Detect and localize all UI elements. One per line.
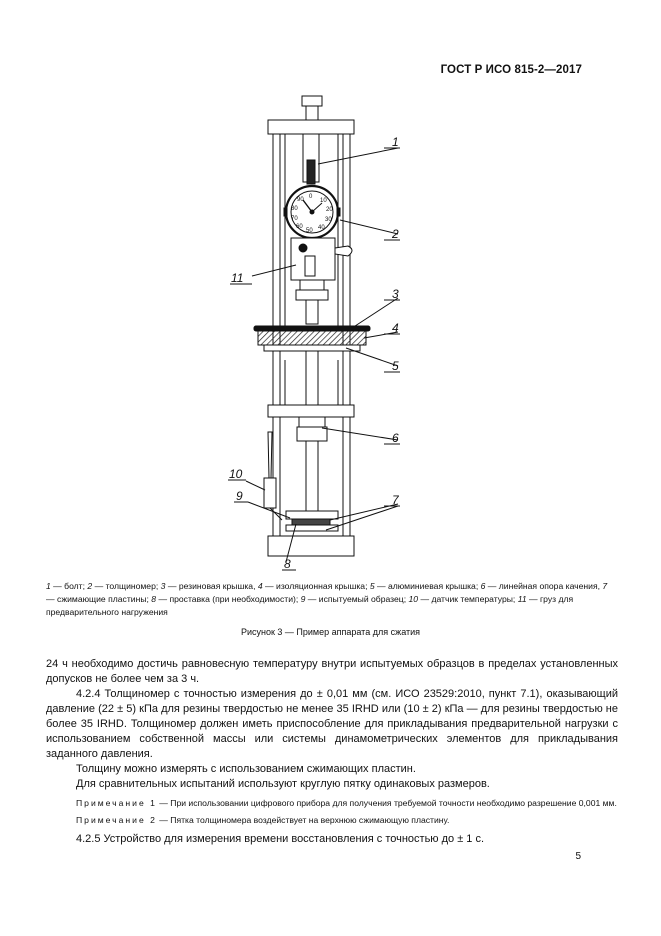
dial-number: 60	[296, 224, 303, 230]
dial-number: 0	[309, 194, 313, 200]
legend-text: алюминиевая крышка;	[388, 581, 479, 591]
legend-text: груз для предварительного нагружения	[46, 594, 574, 617]
compression-apparatus-drawing	[200, 92, 440, 572]
dial-number: 40	[318, 225, 325, 231]
preload-weight	[291, 238, 335, 280]
note-1	[46, 797, 618, 809]
gauge-stem	[307, 160, 315, 184]
upper-plate	[286, 511, 338, 519]
callout-11: 11	[231, 271, 244, 285]
callout-6: 6	[392, 431, 399, 445]
bolt-shank	[306, 106, 318, 120]
note-label: Примечание 1	[76, 798, 157, 808]
note-label: Примечание 2	[76, 815, 157, 825]
figure-legend: 1 — болт; 2 — толщиномер; 3 — резиновая крышка, 4 — изоляционная крышка; 5 — алюминиевая крышка; 6 — линейная опора качения, 7 — сжимающие пластины; 8 — проставка (при необходимости); 9 — испытуемый образец; 10 — датчик температуры; 11 — груз для предварительного нагружения	[46, 581, 608, 617]
legend-text: толщиномер;	[105, 581, 159, 591]
callout-9: 9	[236, 489, 243, 503]
note-2	[46, 814, 618, 826]
top-crossbar	[268, 120, 354, 134]
callout-8: 8	[284, 557, 291, 571]
dial-number: 10	[320, 198, 327, 204]
legend-num: 5	[369, 581, 375, 591]
linear-bearing	[297, 427, 327, 441]
paragraph: Для сравнительных испытаний используют круглую пятку одинаковых размеров.	[76, 778, 490, 790]
body-text	[46, 657, 618, 847]
legend-num: 4	[257, 581, 263, 591]
legend-num: 9	[300, 594, 306, 604]
test-specimen	[292, 519, 330, 525]
callout-10: 10	[229, 467, 243, 481]
legend-text: линейная опора качения,	[498, 581, 601, 591]
insulation-lid	[258, 331, 366, 345]
callout-2: 2	[392, 227, 399, 241]
note-text: — При использовании цифрового прибора для получения требуемой точности необходимо разрешение 0,001 мм.	[156, 798, 617, 808]
dial-number: 70	[291, 216, 298, 222]
legend-num: 11	[517, 594, 527, 604]
paragraph: Толщину можно измерять с использованием сжимающих пластин.	[76, 763, 416, 775]
legend-num: 8	[151, 594, 157, 604]
paragraph: 24 ч необходимо достичь равновесную температуру внутри испытуемых образцов в пределах установленных допусков не более чем за 3 ч.	[46, 658, 618, 685]
callout-4: 4	[392, 321, 399, 335]
callout-3: 3	[392, 287, 399, 301]
middle-crossbar	[268, 405, 354, 417]
temperature-sensor	[264, 478, 276, 508]
note-text: — Пятка толщиномера воздействует на верхнюю сжимающую пластину.	[156, 815, 450, 825]
legend-text: сжимающие пластины;	[56, 594, 149, 604]
figure-caption: Рисунок 3 — Пример аппарата для сжатия	[240, 627, 421, 637]
dial-number: 80	[291, 206, 298, 212]
bolt-head	[302, 96, 322, 106]
legend-num: 6	[480, 581, 486, 591]
document-header: ГОСТ Р ИСО 815-2—2017	[440, 64, 582, 76]
legend-text: испытуемый образец;	[318, 594, 407, 604]
legend-text: датчик температуры;	[431, 594, 516, 604]
dial-number: 50	[306, 228, 313, 234]
dial-number: 20	[326, 207, 333, 213]
paragraph-4-2-5: 4.2.5 Устройство для измерения времени восстановления с точностью до ± 1 с.	[76, 833, 485, 845]
legend-text: проставка (при необходимости);	[169, 594, 299, 604]
callout-5: 5	[392, 359, 399, 373]
callout-1: 1	[392, 135, 399, 149]
page-number: 5	[575, 851, 581, 862]
legend-num: 3	[160, 581, 166, 591]
legend-num: 2	[87, 581, 93, 591]
dial-number: 90	[297, 197, 304, 203]
legend-text: резиновая крышка,	[178, 581, 256, 591]
legend-text: изоляционная крышка;	[276, 581, 368, 591]
dial-number: 30	[325, 217, 332, 223]
legend-text: болт;	[64, 581, 86, 591]
legend-num: 1	[46, 581, 51, 591]
base	[268, 536, 354, 556]
weight-handle	[335, 246, 352, 256]
aluminium-lid	[264, 345, 360, 351]
callout-7: 7	[392, 493, 399, 507]
legend-num: 10	[408, 594, 419, 604]
paragraph-4-2-4: 4.2.4 Толщиномер с точностью измерения до ± 0,01 мм (см. ИСО 23529:2010, пункт 7.1), оказывающий давление (22 ± 5) кПа для резины твердостью не менее 35 IRHD или (10 ± 2) кПа — для резины твердостью не более 35 IRHD. Толщиномер должен иметь приспособление для прикладывания предварительной нагрузки с использованием собственной массы или системы динамометрических элементов для прикладывания заданного давления.	[46, 688, 618, 760]
apparatus-figure	[200, 92, 440, 577]
lower-plate	[286, 525, 338, 531]
rubber-lid	[254, 326, 370, 331]
legend-num: 7	[602, 581, 608, 591]
